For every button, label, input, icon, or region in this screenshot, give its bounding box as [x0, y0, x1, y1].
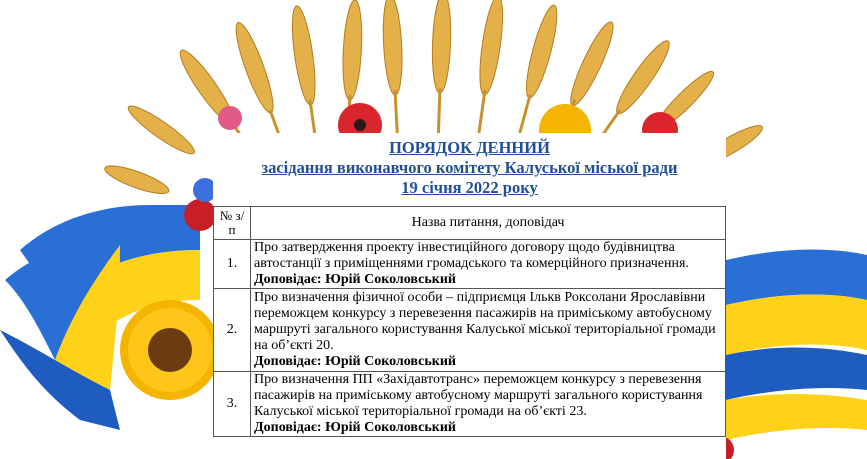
col-title-header: Назва питання, доповідач	[251, 207, 726, 240]
row-number: 1.	[214, 240, 251, 289]
row-number: 3.	[214, 372, 251, 437]
table-row	[214, 289, 726, 372]
table-row	[214, 240, 726, 289]
item-text: Про затвердження проекту інвестиційного договору щодо будівництва автостанції з приміщеннями громадського та комерційного призначення.	[254, 240, 689, 271]
agenda-panel	[213, 133, 726, 459]
agenda-title: ПОРЯДОК ДЕННИЙ	[389, 138, 550, 157]
row-content	[251, 240, 726, 289]
item-text: Про визначення ПП «Західавтотранс» переможцем конкурсу з перевезення пасажирів на приміському автобусному маршруті загального користування Калуської міської територіальної громади на об’єкті 23.	[254, 372, 703, 419]
row-content	[251, 372, 726, 437]
right-flag-ribbon	[726, 250, 867, 440]
row-number: 2.	[214, 289, 251, 372]
row-content	[251, 289, 726, 372]
table-header-row	[214, 207, 726, 240]
item-speaker: Доповідає: Юрій Соколовський	[254, 354, 456, 369]
col-number-header: № з/п	[214, 207, 251, 240]
item-speaker: Доповідає: Юрій Соколовський	[254, 272, 456, 287]
agenda-table	[213, 206, 726, 437]
agenda-date: 19 січня 2022 року	[401, 178, 538, 197]
item-text: Про визначення фізичної особи – підприємця Ількв Роксолани Ярославівни переможцем конкурсу з перевезення пасажирів на приміському автобусному маршруті загального користування Калуської міської територіальної громади на об’єкті 20.	[254, 290, 716, 353]
pink-flower-icon	[218, 106, 242, 130]
item-speaker: Доповідає: Юрій Соколовський	[254, 420, 456, 435]
table-row	[214, 372, 726, 437]
agenda-header	[213, 138, 726, 198]
agenda-subtitle: засідання виконавчого комітету Калуської міської ради	[261, 158, 678, 177]
